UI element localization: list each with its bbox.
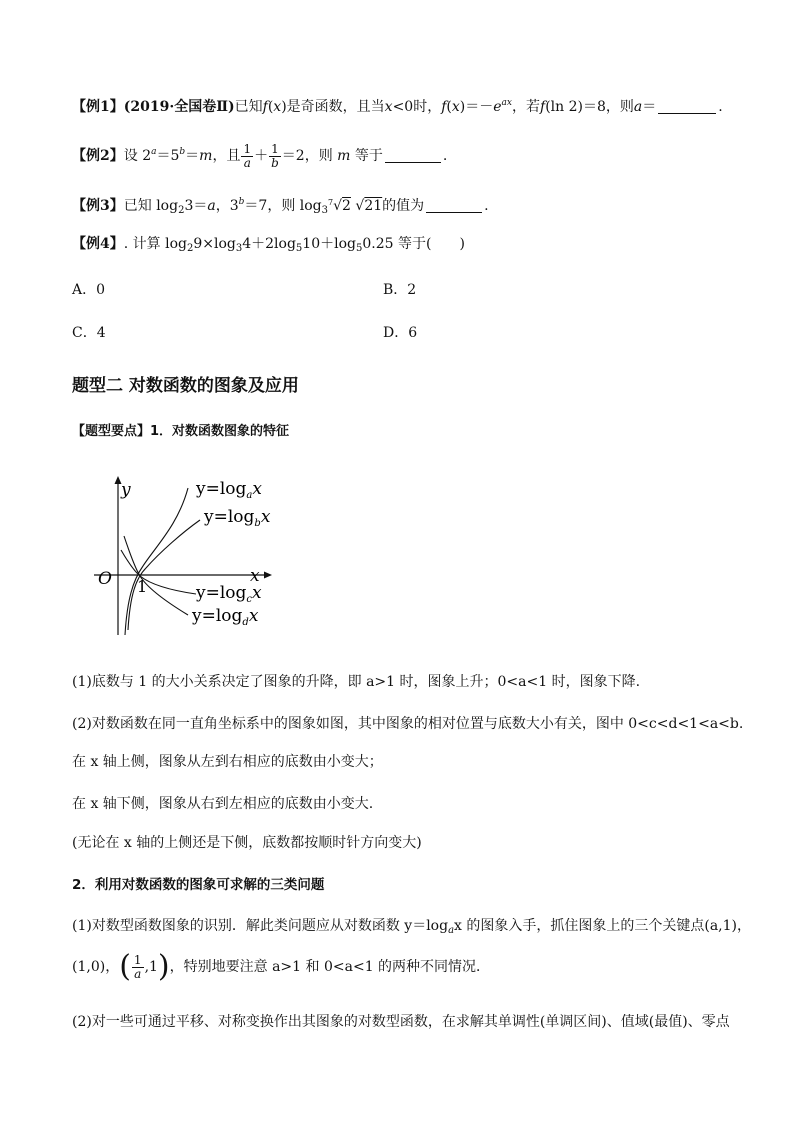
example-1-text-5: ，若 — [512, 99, 540, 115]
paragraph-7-text: (1,0)， — [72, 959, 120, 975]
example-1-source: (2019·全国卷Ⅱ) — [123, 99, 235, 115]
example-2-text-5: ＋ — [254, 148, 269, 164]
section-title: 题型二 对数函数的图象及应用 — [72, 376, 299, 396]
example-2-text-2: ＝5 — [156, 148, 180, 164]
paragraph-6: (1)对数型函数图象的识别．解此类问题应从对数函数 $y=\log_ax$ 的图象入手，抓住图象上的三个关键点(a,1)， — [72, 918, 752, 936]
example-2-tag: 【例2】 — [72, 148, 124, 164]
example-4-tag: 【例4】 — [72, 236, 124, 252]
example-4-text-2: 9×log — [193, 236, 236, 252]
example-3-text-5: 的值为 — [382, 198, 425, 214]
example-1-text-2: 是奇函数，且当 — [286, 99, 385, 115]
key-points-tag: 【题型要点】 — [72, 424, 151, 439]
answer-blank[interactable] — [385, 148, 441, 163]
example-2-text-4: ，且 — [212, 148, 241, 164]
example-4-text-5: 0.25 等于( ) — [362, 236, 465, 252]
x-axis-arrow-icon — [264, 572, 272, 579]
example-2-text-3: ＝ — [185, 148, 200, 164]
x-axis-label: x — [250, 566, 260, 586]
example-2-end: . — [442, 148, 448, 164]
paragraph-1: (1)底数与 1 的大小关系决定了图象的升降，即 a>1 时，图象上升；0<a<1 时，图象下降. — [72, 674, 641, 690]
example-2-text: 设 2 — [123, 148, 152, 164]
paragraph-4: 在 x 轴下侧，图象从右到左相应的底数由小变大. — [72, 796, 374, 812]
paragraph-6-text-2: x 的图象入手，抓住图象上的三个关键点(a,1)， — [454, 918, 752, 934]
example-4-text-4: 10＋log — [302, 236, 356, 252]
option-c[interactable]: C．4 — [72, 325, 106, 341]
example-2-text-7: 等于 — [354, 148, 383, 164]
y-axis-label: y — [121, 480, 131, 500]
fraction-1-over-a-point: $\frac{1}{a}$ — [133, 952, 142, 981]
paragraph-8: (2)对一些可通过平移、对称变换作出其图象的对数型函数，在求解其单调性(单调区间)、值域(最值)、零点 — [72, 1014, 730, 1030]
paragraph-3: 在 x 轴上侧，图象从左到右相应的底数由小变大； — [72, 754, 383, 770]
example-4-text: . 计算 log — [123, 236, 187, 252]
paragraph-7-text-2: ，特别地要注意 a>1 和 0<a<1 的两种不同情况． — [169, 959, 491, 975]
fraction-1-over-a: $\frac{1}{a}$ — [243, 141, 252, 170]
example-3-text-4: ＝7，则 log — [244, 198, 322, 214]
fraction-1-over-b: $\frac{1}{b}$ — [271, 141, 279, 170]
example-4: 【例4】. 计算 $\log_29\times\log_34+2\log_510+\log_50.25$ 等于( ) — [72, 236, 465, 254]
example-3-tag: 【例3】 — [72, 198, 124, 214]
paragraph-7: (1,0)，( $\frac{1}{a}$ ,1)，特别地要注意 a>1 和 0<a<1 的两种不同情况． — [72, 949, 491, 984]
example-3-end: . — [484, 198, 489, 214]
paragraph-5: (无论在 x 轴的上侧还是下侧，底数都按顺时针方向变大) — [72, 835, 422, 851]
example-1-text: 已知 — [234, 99, 263, 115]
curve-a-label: $y=\log_ax$ — [196, 479, 262, 501]
example-3-text: 已知 log — [123, 198, 179, 214]
example-1: 【例1】(2019·全国卷Ⅱ)已知f(x)是奇函数，且当x<0时，$f(x)=-e^{ax}$，若f(ln 2)＝8，则a＝ . — [72, 98, 723, 115]
paragraph-2: (2)对数函数在同一直角坐标系中的图象如图，其中图象的相对位置与底数大小有关，图中 0<c<d<1<a<b. — [72, 716, 744, 732]
example-2-text-6: ＝2，则 — [281, 148, 333, 164]
example-1-text-6: ＝8，则 — [582, 99, 634, 115]
example-4-text-3: 4＋2log — [242, 236, 296, 252]
example-1-text-3: 时， — [413, 99, 442, 115]
log-function-graph — [88, 470, 278, 638]
option-a[interactable]: A．0 — [72, 282, 106, 298]
example-3: 【例3】已知 $\log_23=a$，$3^b=7$，则 $\log_3^7√2$ √21的值为 . — [72, 197, 489, 216]
key-points-title: 1．对数函数图象的特征 — [150, 424, 290, 439]
curve-c-label: $y=\log_cx$ — [196, 583, 262, 605]
example-3-text-2: 3＝ — [184, 198, 208, 214]
option-b[interactable]: B．2 — [383, 282, 417, 298]
option-d[interactable]: D．6 — [383, 325, 418, 341]
example-2: 【例2】设 $2^a=5^b=m$，且 $\frac{1}{a}$ ＋ $\frac{1}{b}$ ＝2，则 m 等于 . — [72, 141, 448, 170]
curve-d-label: $y=\log_dx$ — [192, 606, 259, 628]
radical-expression: $^7$√2 √21 — [328, 198, 383, 214]
example-3-text-3: ，3 — [215, 198, 239, 214]
answer-blank[interactable] — [426, 198, 482, 213]
paragraph-6-text: (1)对数型函数图象的识别．解此类问题应从对数函数 y＝log — [72, 918, 449, 934]
example-1-end: . — [718, 99, 723, 115]
example-1-text-4: ＝－ — [465, 99, 494, 115]
one-label: 1 — [137, 577, 148, 596]
origin-label: O — [98, 569, 112, 589]
example-1-text-7: ＝ — [642, 99, 657, 115]
example-1-tag: 【例1】 — [72, 99, 124, 115]
answer-blank[interactable] — [658, 99, 716, 114]
subheading-2: 2．利用对数函数的图象可求解的三类问题 — [72, 877, 325, 893]
curve-b-label: $y=\log_bx$ — [204, 507, 271, 529]
key-points-heading — [72, 422, 289, 442]
curve-log-a — [125, 488, 188, 635]
